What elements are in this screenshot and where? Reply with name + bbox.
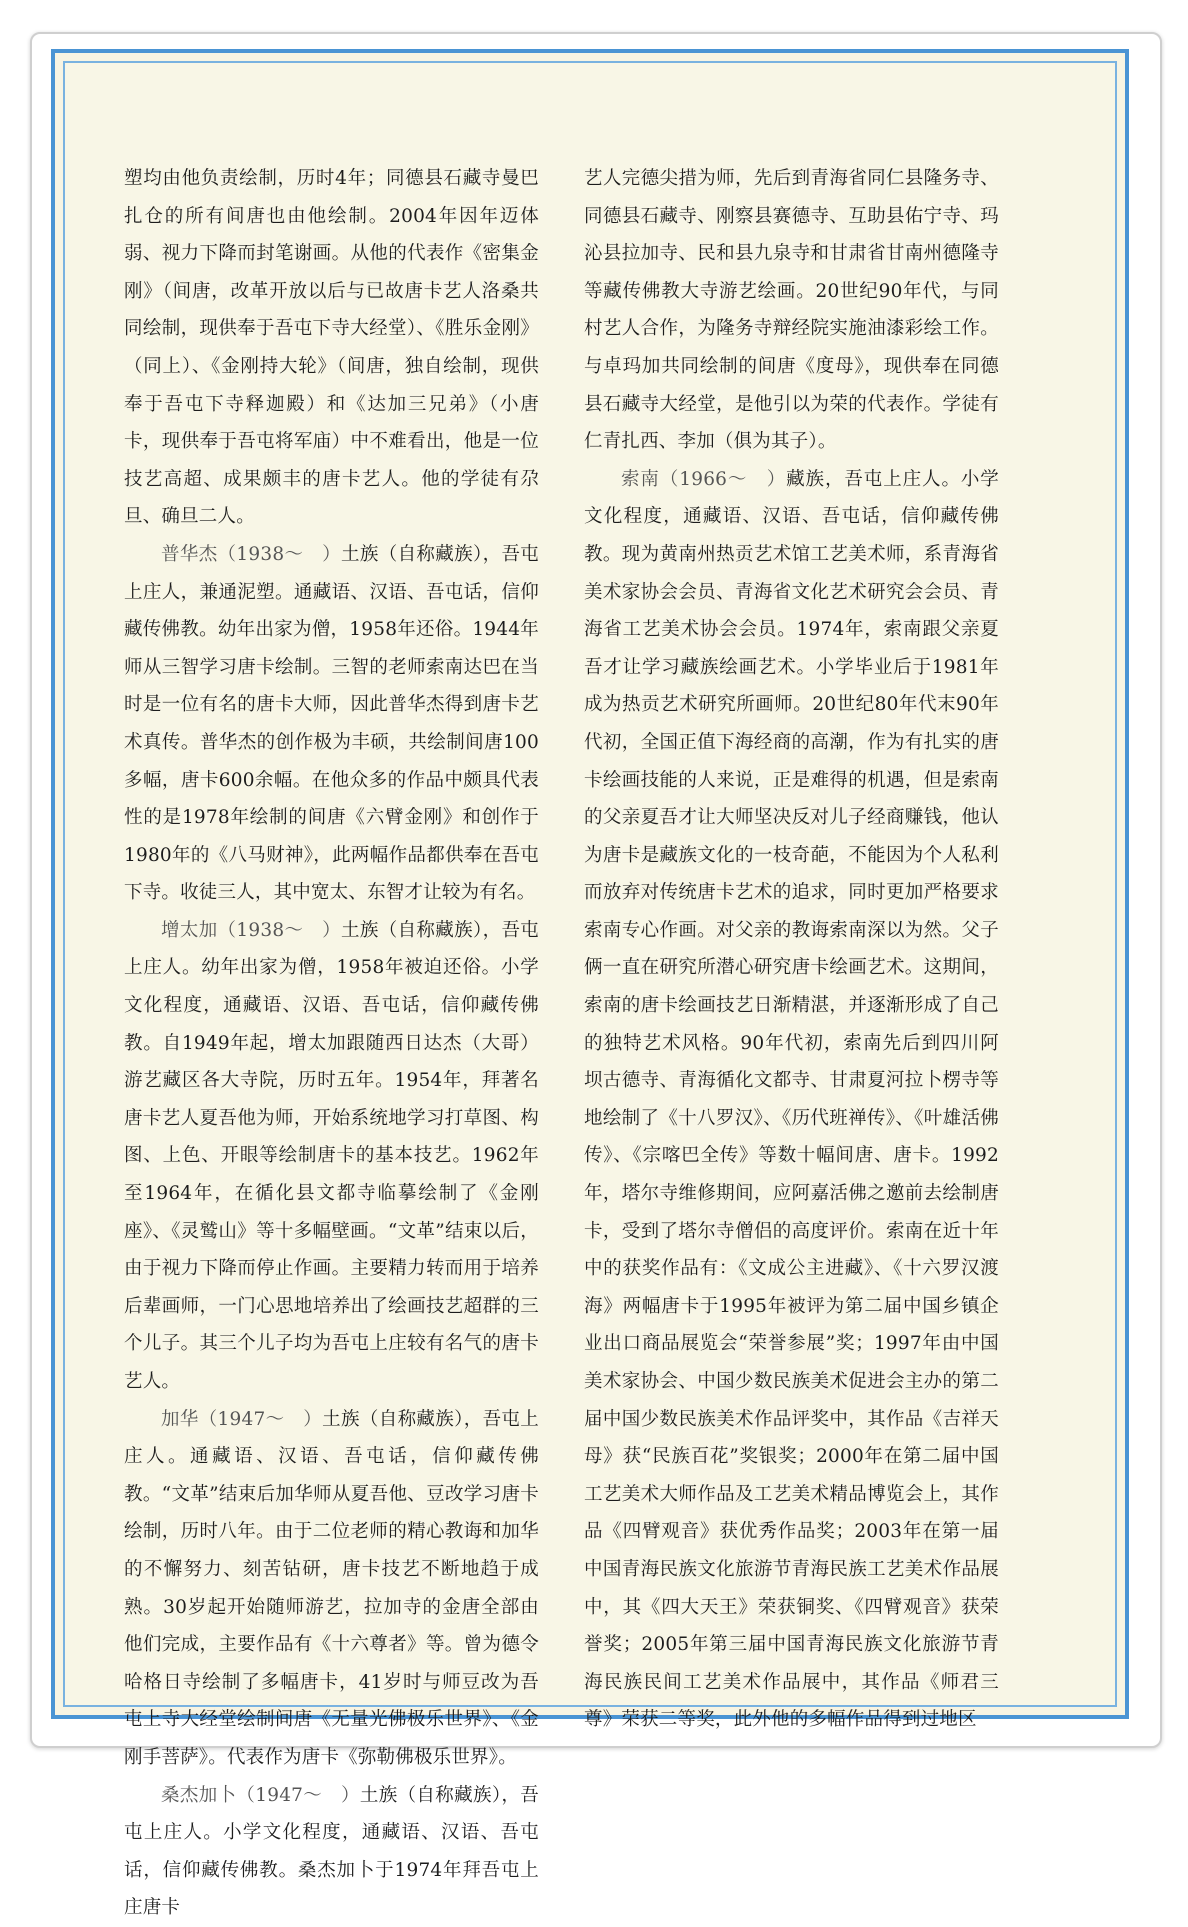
person-name: 加华（1947～ ） <box>161 1408 323 1430</box>
person-name: 索南（1966～ ） <box>621 468 787 490</box>
person-name: 普华杰（1938～ ） <box>161 543 342 565</box>
paragraph-text: 土族（自称藏族），吾屯上庄人，兼通泥塑。通藏语、汉语、吾屯话，信仰藏传佛教。幼年出家为僧，1958年还俗。1944年师从三智学习唐卡绘制。三智的老师索南达巴在当时是一位有名的唐卡大师，因此普华杰得到唐卡艺术真传。普华杰的创作极为丰硕，共绘制间唐100多幅，唐卡600余幅。在他众多的作品中颇具代表性的是1978年绘制的间唐《六臂金刚》和创作于1980年的《八马财神》，此两幅作品都供奉在吾屯下寺。收徒三人，其中宽太、东智才让较为有名。 <box>124 543 539 904</box>
biography-paragraph <box>124 536 539 912</box>
paragraph-text: 土族（自称藏族），吾屯上庄人。小学文化程度，通藏语、汉语、吾屯话，信仰藏传佛教。桑杰加卜于1974年拜吾屯上庄唐卡 <box>124 1784 539 1919</box>
paragraph-text: 藏族，吾屯上庄人。小学文化程度，通藏语、汉语、吾屯话，信仰藏传佛教。现为黄南州热贡艺术馆工艺美术师，系青海省美术家协会会员、青海省文化艺术研究会会员、青海省工艺美术协会会员。1974年，索南跟父亲夏吾才让学习藏族绘画艺术。小学毕业后于1981年成为热贡艺术研究所画师。20世纪80年代末90年代初，全国正值下海经商的高潮，作为有扎实的唐卡绘画技能的人来说，正是难得的机遇，但是索南的父亲夏吾才让大师坚决反对儿子经商赚钱，他认为唐卡是藏族文化的一枝奇葩，不能因为个人私利而放弃对传统唐卡艺术的追求，同时更加严格要求索南专心作画。对父亲的教诲索南深以为然。父子俩一直在研究所潜心研究唐卡绘画艺术。这期间，索南的唐卡绘画技艺日渐精湛，并逐渐形成了自己的独特艺术风格。90年代初，索南先后到四川阿坝古德寺、青海循化文都寺、甘肃夏河拉卜楞寺等地绘制了《十八罗汉》、《历代班禅传》、《叶雄活佛传》、《宗喀巴全传》等数十幅间唐、唐卡。1992年，塔尔寺维修期间，应阿嘉活佛之邀前去绘制唐卡，受到了塔尔寺僧侣的高度评价。索南在近十年中的获奖作品有：《文成公主进藏》、《十六罗汉渡海》两幅唐卡于1995年被评为第二届中国乡镇企业出口商品展览会“荣誉参展”奖；1997年由中国美术家协会、中国少数民族美术促进会主办的第二届中国少数民族美术作品评奖中，其作品《吉祥天母》获“民族百花”奖银奖；2000年在第二届中国工艺美术大师作品及工艺美术精品博览会上，其作品《四臂观音》获优秀作品奖；2003年在第一届中国青海民族文化旅游节青海民族工艺美术作品展中，其《四大天王》荣获铜奖、《四臂观音》获荣誉奖；2005年第三届中国青海民族文化旅游节青海民族民间工艺美术作品展中，其作品《师君三尊》荣获二等奖，此外他的多幅作品得到过地区 <box>584 468 999 1731</box>
biography-paragraph <box>584 461 999 1739</box>
paragraph <box>124 160 539 536</box>
paragraph-text: 塑均由他负责绘制，历时4年；同德县石藏寺曼巴扎仓的所有间唐也由他绘制。2004年因年迈体弱、视力下降而封笔谢画。从他的代表作《密集金刚》（间唐，改革开放以后与已故唐卡艺人洛桑共同绘制，现供奉于吾屯下寺大经堂）、《胜乐金刚》（同上）、《金刚持大轮》（间唐，独自绘制，现供奉于吾屯下寺释迦殿）和《达加三兄弟》（小唐卡，现供奉于吾屯将军庙）中不难看出，他是一位技艺高超、成果颇丰的唐卡艺人。他的学徒有尕旦、确旦二人。 <box>124 168 539 528</box>
left-column <box>124 160 539 1927</box>
biography-paragraph <box>124 912 539 1401</box>
paragraph <box>584 160 999 461</box>
paragraph-text: 土族（自称藏族），吾屯上庄人。通藏语、汉语、吾屯话，信仰藏传佛教。“文革”结束后加华师从夏吾他、豆改学习唐卡绘制，历时八年。由于二位老师的精心教诲和加华的不懈努力、刻苦钻研，唐卡技艺不断地趋于成熟。30岁起开始随师游艺，拉加寺的金唐全部由他们完成，主要作品有《十六尊者》等。曾为德令哈格日寺绘制了多幅唐卡，41岁时与师豆改为吾屯上寺大经堂绘制间唐《无量光佛极乐世界》、《金刚手菩萨》。代表作为唐卡《弥勒佛极乐世界》。 <box>124 1408 539 1768</box>
paragraph-text: 土族（自称藏族），吾屯上庄人。幼年出家为僧，1958年被迫还俗。小学文化程度，通藏语、汉语、吾屯话，信仰藏传佛教。自1949年起，增太加跟随西日达杰（大哥）游艺藏区各大寺院，历时五年。1954年，拜著名唐卡艺人夏吾他为师，开始系统地学习打草图、构图、上色、开眼等绘制唐卡的基本技艺。1962年至1964年，在循化县文都寺临摹绘制了《金刚座》、《灵鹫山》等十多幅壁画。“文革”结束以后，由于视力下降而停止作画。主要精力转而用于培养后辈画师，一门心思地培养出了绘画技艺超群的三个儿子。其三个儿子均为吾屯上庄较有名气的唐卡艺人。 <box>124 919 539 1392</box>
biography-paragraph <box>124 1401 539 1777</box>
right-column <box>584 160 999 1927</box>
biography-paragraph <box>124 1777 539 1927</box>
text-columns <box>124 160 999 1927</box>
paragraph-text: 艺人完德尖措为师，先后到青海省同仁县隆务寺、同德县石藏寺、刚察县赛德寺、互助县佑宁寺、玛沁县拉加寺、民和县九泉寺和甘肃省甘南州德隆寺等藏传佛教大寺游艺绘画。20世纪90年代，与同村艺人合作，为隆务寺辩经院实施油漆彩绘工作。与卓玛加共同绘制的间唐《度母》，现供奉在同德县石藏寺大经堂，是他引以为荣的代表作。学徒有仁青扎西、李加（俱为其子）。 <box>584 168 999 453</box>
person-name: 桑杰加卜（1947～ ） <box>161 1784 360 1806</box>
person-name: 增太加（1938～ ） <box>161 919 342 941</box>
